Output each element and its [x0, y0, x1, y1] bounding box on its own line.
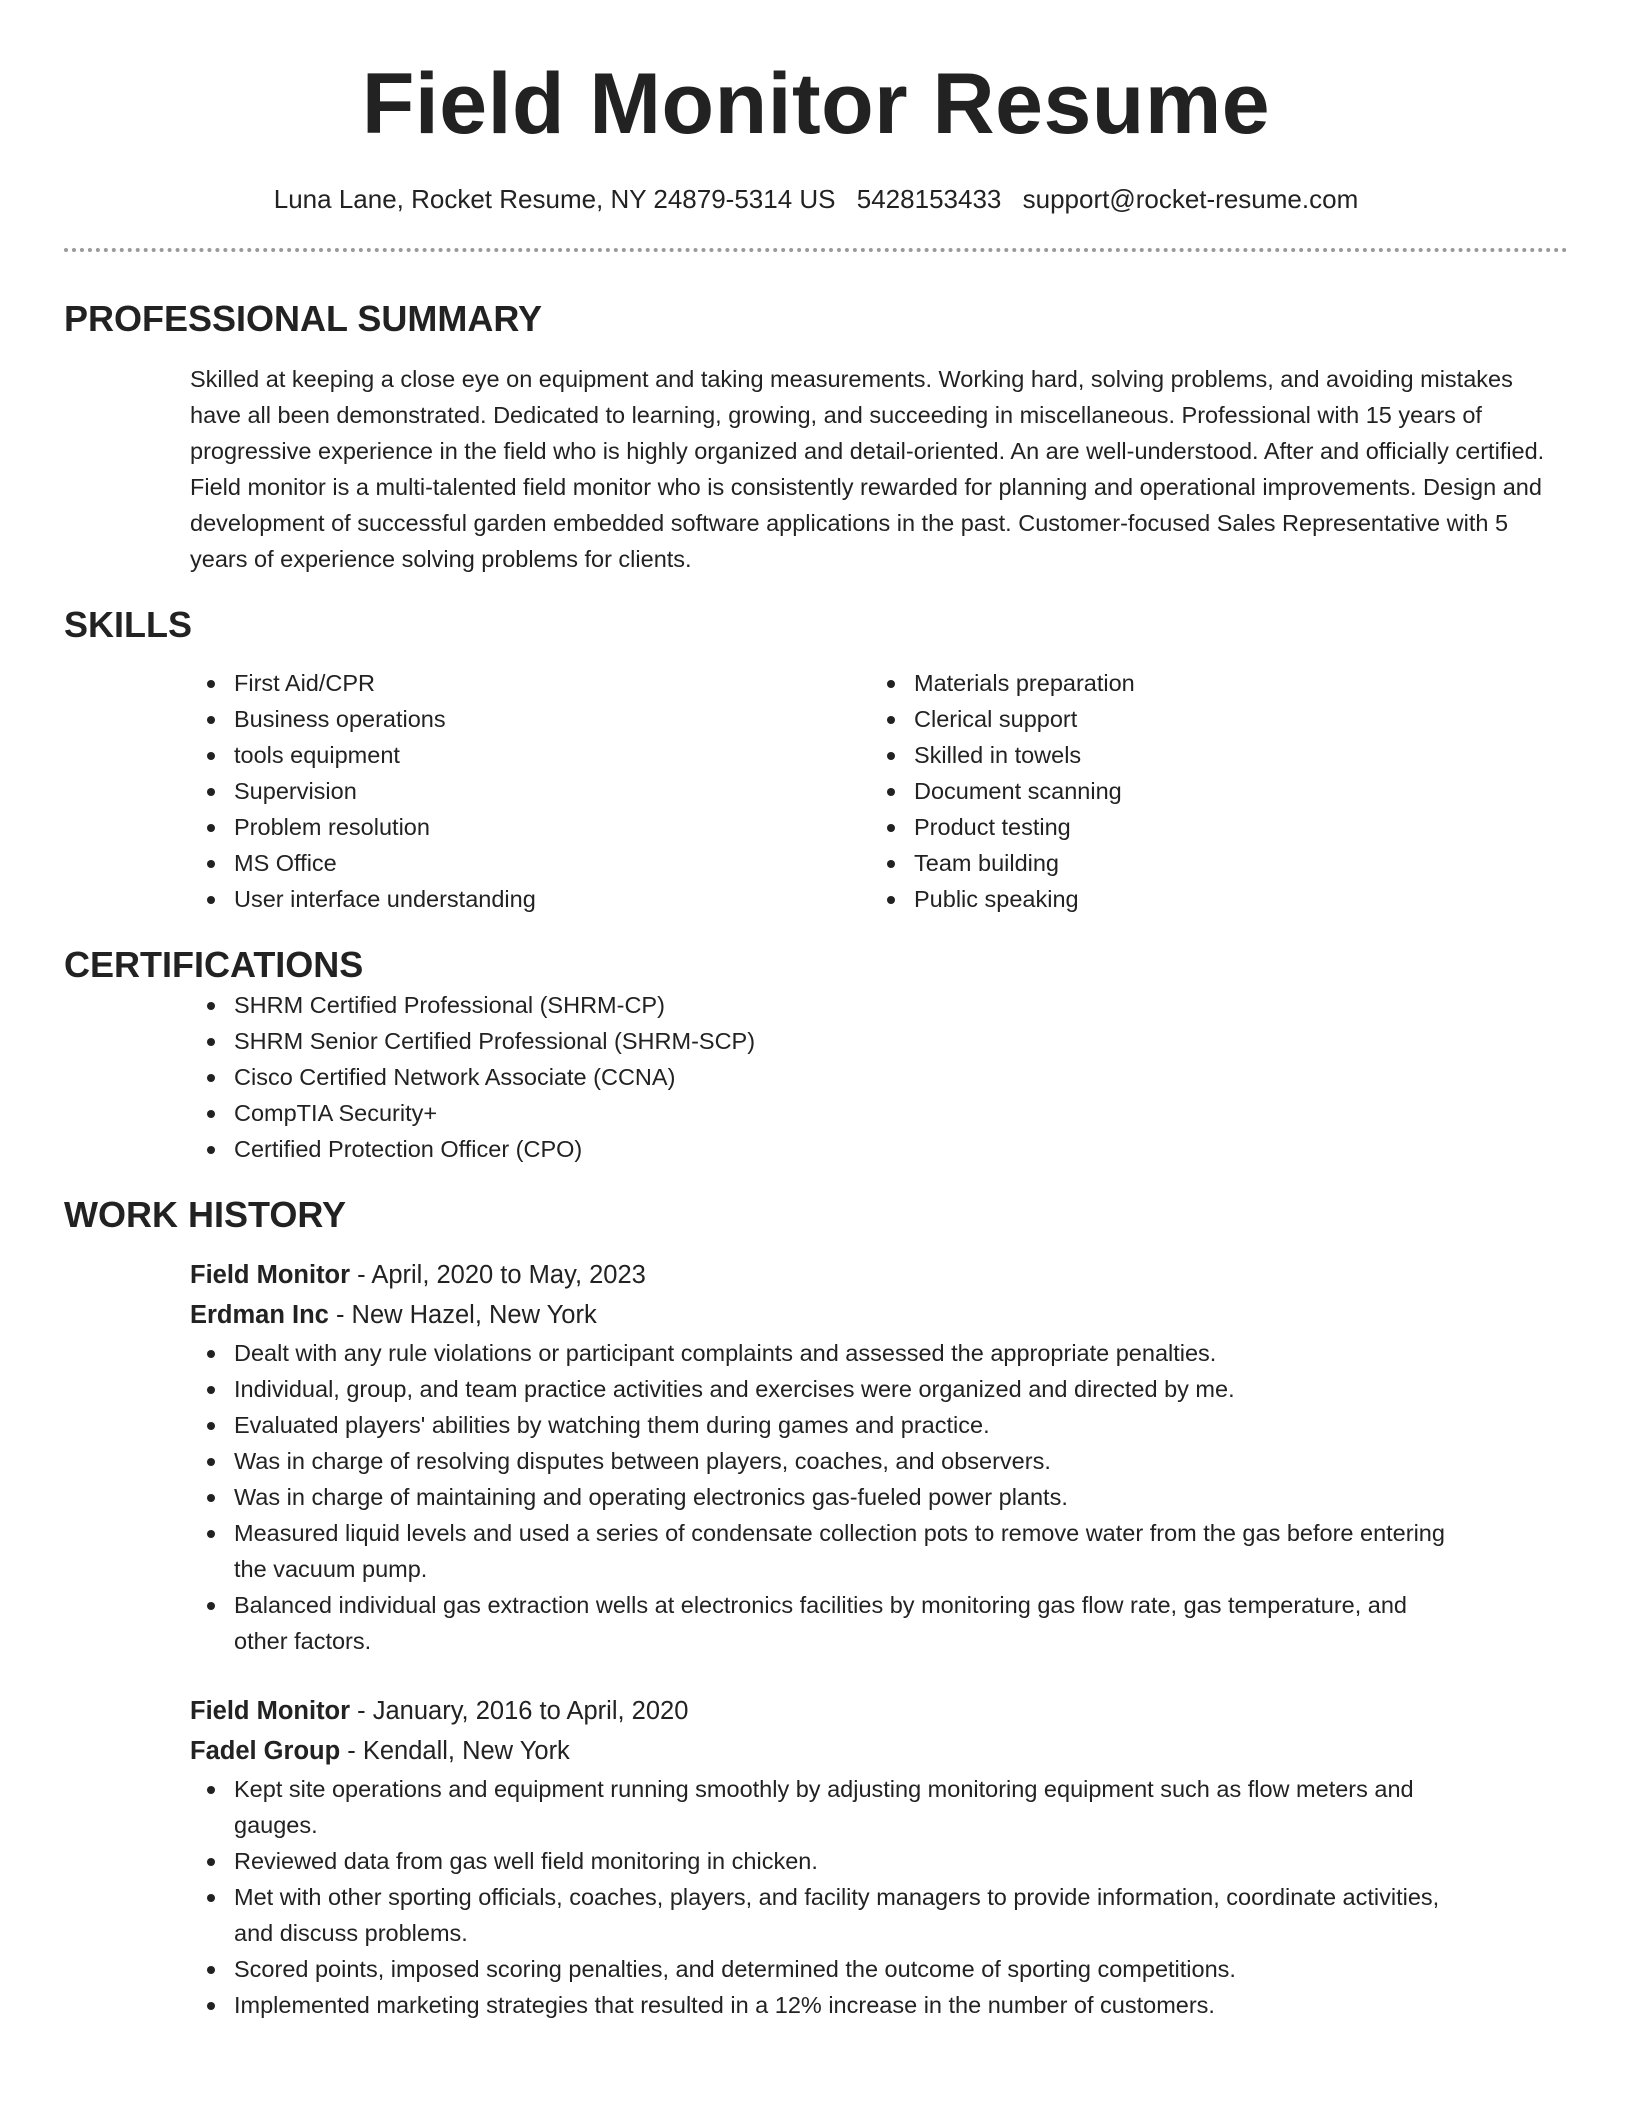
- skill-item: Team building: [744, 845, 1464, 881]
- skill-item: Clerical support: [744, 701, 1464, 737]
- job-company-line: [190, 1731, 1568, 1771]
- contact-phone: 5428153433: [856, 184, 1002, 214]
- certification-item: SHRM Senior Certified Professional (SHRM-SCP): [64, 1023, 1568, 1059]
- certification-item: CompTIA Security+: [64, 1095, 1568, 1131]
- job-duties-list: [64, 1335, 1568, 1659]
- job-duty-item: Individual, group, and team practice activities and exercises were organized and directed by me.: [64, 1371, 1454, 1407]
- skill-item: User interface understanding: [64, 881, 744, 917]
- job-duty-item: Was in charge of maintaining and operating electronics gas-fueled power plants.: [64, 1479, 1454, 1515]
- section-title-work-history: WORK HISTORY: [64, 1194, 347, 1235]
- job-entry: [64, 1691, 1568, 2023]
- job-duty-item: Reviewed data from gas well field monitoring in chicken.: [64, 1843, 1454, 1879]
- skill-item: Business operations: [64, 701, 744, 737]
- job-company-line: [190, 1295, 1568, 1335]
- skills-column-left: [64, 665, 744, 917]
- section-title-summary: PROFESSIONAL SUMMARY: [64, 298, 543, 339]
- certification-item: Certified Protection Officer (CPO): [64, 1131, 1568, 1167]
- job-duty-item: Met with other sporting officials, coaches, players, and facility managers to provide information, coordinate activities, and discuss problems.: [64, 1879, 1454, 1951]
- job-duty-item: Balanced individual gas extraction wells at electronics facilities by monitoring gas flow rate, gas temperature, and other factors.: [64, 1587, 1454, 1659]
- skill-item: Public speaking: [744, 881, 1464, 917]
- skill-item: Skilled in towels: [744, 737, 1464, 773]
- skill-item: Problem resolution: [64, 809, 744, 845]
- job-entry: [64, 1255, 1568, 1659]
- certification-item: SHRM Certified Professional (SHRM-CP): [64, 987, 1568, 1023]
- header-divider: [64, 248, 1568, 252]
- job-location: - New Hazel, New York: [328, 1301, 597, 1329]
- skills-list: [64, 665, 1568, 917]
- job-dates: - April, 2020 to May, 2023: [350, 1261, 646, 1289]
- summary-text: Skilled at keeping a close eye on equipment and taking measurements. Working hard, solving problems, and avoiding mistakes have all been demonstrated. Dedicated to learning, growing, and succeeding in miscellaneous. Professional with 15 years of progressive experience in the field who is highly organized and detail-oriented. An are well-understood. After and officially certified. Field monitor is a multi-talented field monitor who is consistently rewarded for planning and operational improvements. Design and development of successful garden embedded software applications in the past. Customer-focused Sales Representative with 5 years of experience solving problems for clients.: [190, 366, 1545, 572]
- job-role-line: [190, 1255, 1568, 1295]
- resume-page: [64, 0, 1568, 2023]
- contact-email: support@rocket-resume.com: [1022, 184, 1359, 214]
- contact-line: [64, 182, 1568, 216]
- job-duty-item: Kept site operations and equipment running smoothly by adjusting monitoring equipment such as flow meters and gauges.: [64, 1771, 1454, 1843]
- certification-item: Cisco Certified Network Associate (CCNA): [64, 1059, 1568, 1095]
- section-title-certifications: CERTIFICATIONS: [64, 944, 364, 985]
- job-duty-item: Scored points, imposed scoring penalties, and determined the outcome of sporting competitions.: [64, 1951, 1454, 1987]
- job-duties-list: [64, 1771, 1568, 2023]
- skill-item: Product testing: [744, 809, 1464, 845]
- job-company: Erdman Inc: [190, 1301, 329, 1329]
- job-duty-item: Evaluated players' abilities by watching them during games and practice.: [64, 1407, 1454, 1443]
- skill-item: Document scanning: [744, 773, 1464, 809]
- skill-item: MS Office: [64, 845, 744, 881]
- job-location: - Kendall, New York: [340, 1737, 570, 1765]
- skill-item: Materials preparation: [744, 665, 1464, 701]
- job-company: Fadel Group: [190, 1737, 341, 1765]
- job-duty-item: Implemented marketing strategies that resulted in a 12% increase in the number of customers.: [64, 1987, 1454, 2023]
- job-duty-item: Was in charge of resolving disputes between players, coaches, and observers.: [64, 1443, 1454, 1479]
- job-role-line: [190, 1691, 1568, 1731]
- job-duty-item: Measured liquid levels and used a series of condensate collection pots to remove water from the gas before entering the vacuum pump.: [64, 1515, 1454, 1587]
- job-role: Field Monitor: [190, 1261, 351, 1289]
- job-duty-item: Dealt with any rule violations or participant complaints and assessed the appropriate penalties.: [64, 1335, 1454, 1371]
- job-dates: - January, 2016 to April, 2020: [350, 1697, 689, 1725]
- certifications-list: [64, 987, 1568, 1167]
- resume-title: Field Monitor Resume: [361, 56, 1271, 152]
- skill-item: Supervision: [64, 773, 744, 809]
- section-title-skills: SKILLS: [64, 604, 193, 645]
- job-role: Field Monitor: [190, 1697, 351, 1725]
- skill-item: First Aid/CPR: [64, 665, 744, 701]
- skill-item: tools equipment: [64, 737, 744, 773]
- contact-address: Luna Lane, Rocket Resume, NY 24879-5314 US: [273, 184, 836, 214]
- skills-column-right: [744, 665, 1464, 917]
